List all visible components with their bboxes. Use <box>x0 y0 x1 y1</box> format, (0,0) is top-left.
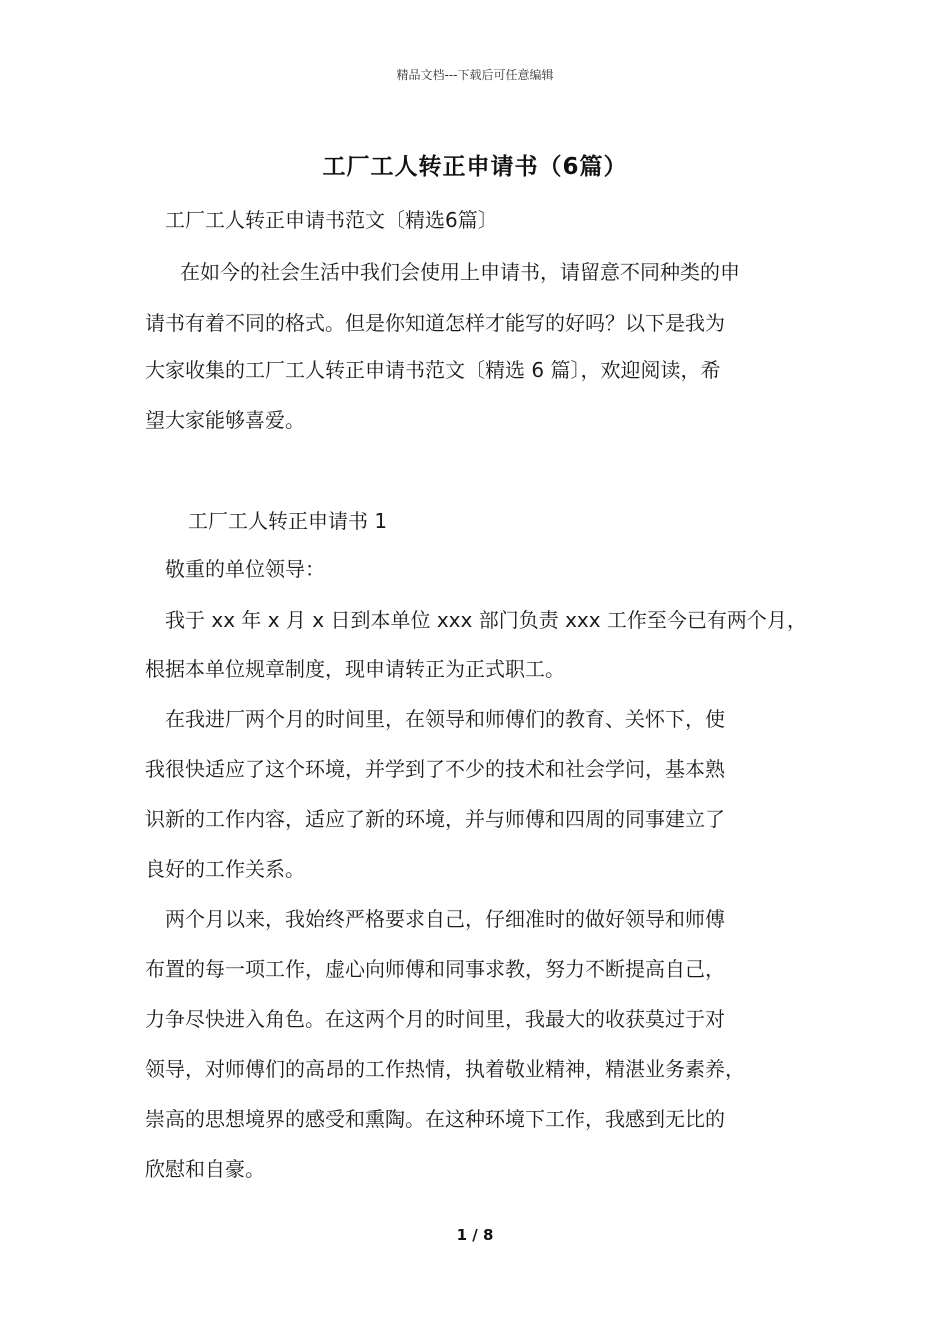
intro-line: 望大家能够喜爱。 <box>145 408 305 432</box>
paragraph-line: 良好的工作关系。 <box>145 857 305 881</box>
paragraph-line: 在我进厂两个月的时间里，在领导和师傅们的教育、关怀下，使 <box>165 707 725 731</box>
paragraph-line: 我于 xx 年 x 月 x 日到本单位 xxx 部门负责 xxx 工作至今已有两个月， <box>165 608 807 632</box>
paragraph-line: 布置的每一项工作，虚心向师傅和同事求教，努力不断提高自己， <box>145 957 725 981</box>
paragraph-line: 两个月以来，我始终严格要求自己，仔细准时的做好领导和师傅 <box>165 907 725 931</box>
intro-line: 大家收集的工厂工人转正申请书范文〔精选 6 篇〕，欢迎阅读，希 <box>145 358 721 382</box>
header-note: 精品文档---下载后可任意编辑 <box>396 68 554 82</box>
paragraph-line: 领导，对师傅们的高昂的工作热情，执着敬业精神，精湛业务素养， <box>145 1057 745 1081</box>
paragraph-line: 根据本单位规章制度，现申请转正为正式职工。 <box>145 657 565 681</box>
intro-line: 请书有着不同的格式。但是你知道怎样才能写的好吗？以下是我为 <box>145 311 725 335</box>
subtitle: 工厂工人转正申请书范文〔精选6篇〕 <box>165 208 498 232</box>
document-title: 工厂工人转正申请书（6篇） <box>322 154 628 180</box>
paragraph-line: 欣慰和自豪。 <box>145 1157 265 1181</box>
section-heading: 工厂工人转正申请书 1 <box>188 509 388 533</box>
salutation: 敬重的单位领导： <box>165 557 325 581</box>
paragraph-line: 识新的工作内容，适应了新的环境，并与师傅和四周的同事建立了 <box>145 807 725 831</box>
paragraph-line: 我很快适应了这个环境，并学到了不少的技术和社会学问，基本熟 <box>145 757 725 781</box>
intro-line: 在如今的社会生活中我们会使用上申请书，请留意不同种类的申 <box>180 260 740 284</box>
paragraph-line: 崇高的思想境界的感受和熏陶。在这种环境下工作，我感到无比的 <box>145 1107 725 1131</box>
paragraph-line: 力争尽快进入角色。在这两个月的时间里，我最大的收获莫过于对 <box>145 1007 725 1031</box>
page-number: 1 / 8 <box>456 1226 494 1244</box>
